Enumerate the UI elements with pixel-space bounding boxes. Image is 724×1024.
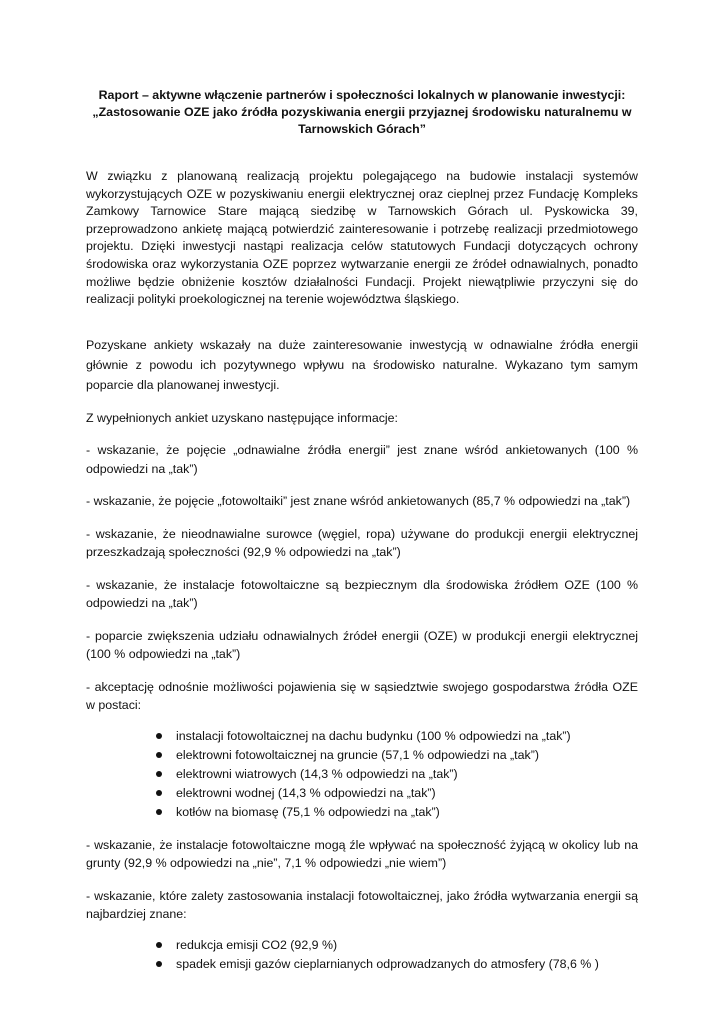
title-line-2: „Zastosowanie OZE jako źródła pozyskiwania energii przyjaznej środowisku naturalnemu w — [92, 105, 632, 119]
oze-forms-list — [86, 727, 638, 822]
finding-5: - poparcie zwiększenia udziału odnawialnych źródeł energii (OZE) w produkcji energii elektrycznej (100 % odpowiedzi na „tak”) — [86, 628, 638, 662]
bullet-icon — [156, 809, 162, 815]
intro-paragraph: W związku z planowaną realizacją projektu polegającego na budowie instalacji systemów wykorzystujących OZE w pozyskiwaniu energii elektrycznej oraz cieplnej przez Fundację Kompleks Zamkowy Tarnowice Stare mającą siedzibę w Tarnowskich Górach ul. Pyskowicka 39, przeprowadzono ankietę mającą potwierdzić zainteresowanie i potrzebę realizacji przedmiotowego projektu. Dzięki inwestycji nastąpi realizacja celów statutowych Fundacji dotyczących ochrony środowiska oraz wykorzystania OZE poprzez wytwarzanie energii ze źródeł odnawialnych, ponadto możliwe będzie obniżenie kosztów działalności Fundacji. Projekt niewątpliwie przyczyni się do realizacji polityki proekologicznej na terenie województwa śląskiego. — [86, 169, 638, 307]
advantages-list — [86, 936, 638, 974]
finding-3: - wskazanie, że nieodnawialne surowce (węgiel, ropa) używane do produkcji energii elektrycznej przeszkadzają społeczności (92,9 % odpowiedzi na „tak”) — [86, 526, 638, 560]
finding-1: - wskazanie, że pojęcie „odnawialne źródła energii” jest znane wśród ankietowanych (100 % odpowiedzi na „tak”) — [86, 443, 638, 476]
finding-2: - wskazanie, że pojęcie „fotowoltaiki” jest znane wśród ankietowanych (85,7 % odpowiedzi na „tak”) — [86, 494, 631, 509]
finding-6: - akceptację odnośnie możliwości pojawienia się w sąsiedztwie swojego gospodarstwa źródła OZE w postaci: — [86, 679, 638, 713]
bullet-icon — [156, 961, 162, 967]
report-title — [86, 87, 638, 138]
finding-8: - wskazanie, które zalety zastosowania instalacji fotowoltaicznej, jako źródła wytwarzania energii są najbardziej znane: — [86, 888, 638, 922]
bullet-icon — [156, 790, 162, 796]
list-item-text: kotłów na biomasę (75,1 % odpowiedzi na „tak”) — [176, 804, 440, 819]
title-line-3: Tarnowskich Górach” — [298, 122, 426, 136]
summary-paragraph: Pozyskane ankiety wskazały na duże zainteresowanie inwestycją w odnawialne źródła energii głównie z powodu ich pozytywnego wpływu na środowisko naturalne. Wykazano tym samym poparcie dla planowanej inwestycji. — [86, 337, 638, 392]
list-item — [156, 936, 638, 955]
list-item-text: spadek emisji gazów cieplarnianych odprowadzanych do atmosfery (78,6 % ) — [176, 956, 599, 971]
list-item-text: instalacji fotowoltaicznej na dachu budynku (100 % odpowiedzi na „tak”) — [176, 728, 571, 743]
list-item-text: elektrowni wodnej (14,3 % odpowiedzi na „tak”) — [176, 785, 436, 800]
bullet-icon — [156, 942, 162, 948]
title-line-1: Raport – aktywne włączenie partnerów i społeczności lokalnych w planowanie inwestycji: — [98, 88, 626, 102]
bullet-icon — [156, 733, 162, 739]
list-item — [156, 746, 638, 765]
list-item — [156, 784, 638, 803]
list-item — [156, 955, 638, 974]
info-intro: Z wypełnionych ankiet uzyskano następujące informacje: — [86, 410, 398, 425]
finding-7: - wskazanie, że instalacje fotowoltaiczne mogą źle wpływać na społeczność żyjącą w okolicy lub na grunty (92,9 % odpowiedzi na „nie”, 7,1 % odpowiedzi „nie wiem”) — [86, 837, 638, 871]
finding-4: - wskazanie, że instalacje fotowoltaiczne są bezpiecznym dla środowiska źródłem OZE (100 % odpowiedzi na „tak”) — [86, 577, 638, 611]
bullet-icon — [156, 771, 162, 777]
list-item — [156, 727, 638, 746]
bullet-icon — [156, 752, 162, 758]
list-item-text: elektrowni wiatrowych (14,3 % odpowiedzi na „tak”) — [176, 766, 458, 781]
list-item-text: redukcja emisji CO2 (92,9 %) — [176, 937, 338, 952]
document-page — [86, 87, 638, 974]
list-item — [156, 803, 638, 822]
list-item — [156, 765, 638, 784]
list-item-text: elektrowni fotowoltaicznej na gruncie (57,1 % odpowiedzi na „tak”) — [176, 747, 539, 762]
